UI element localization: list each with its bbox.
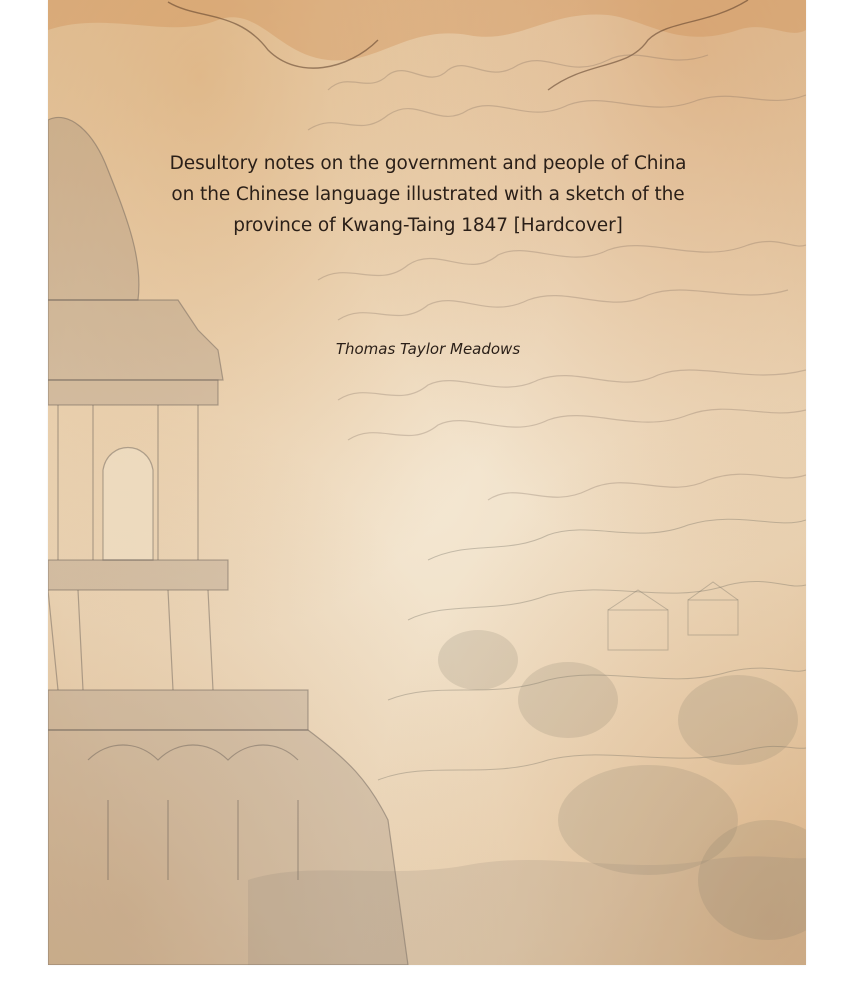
title-line-1: Desultory notes on the government and people of China [169,153,687,174]
book-title [108,148,748,241]
book-cover [48,0,806,965]
title-line-2: on the Chinese language illustrated with a sketch of the [171,184,685,205]
cover-illustration [48,0,806,965]
handwriting-background [308,55,806,500]
tower-sketch [48,117,408,965]
stain-edge [48,0,806,60]
book-author: Thomas Taylor Meadows [335,340,521,358]
title-line-3: province of Kwang-Taing 1847 [Hardcover] [233,215,623,236]
ground-sketch [248,856,806,965]
